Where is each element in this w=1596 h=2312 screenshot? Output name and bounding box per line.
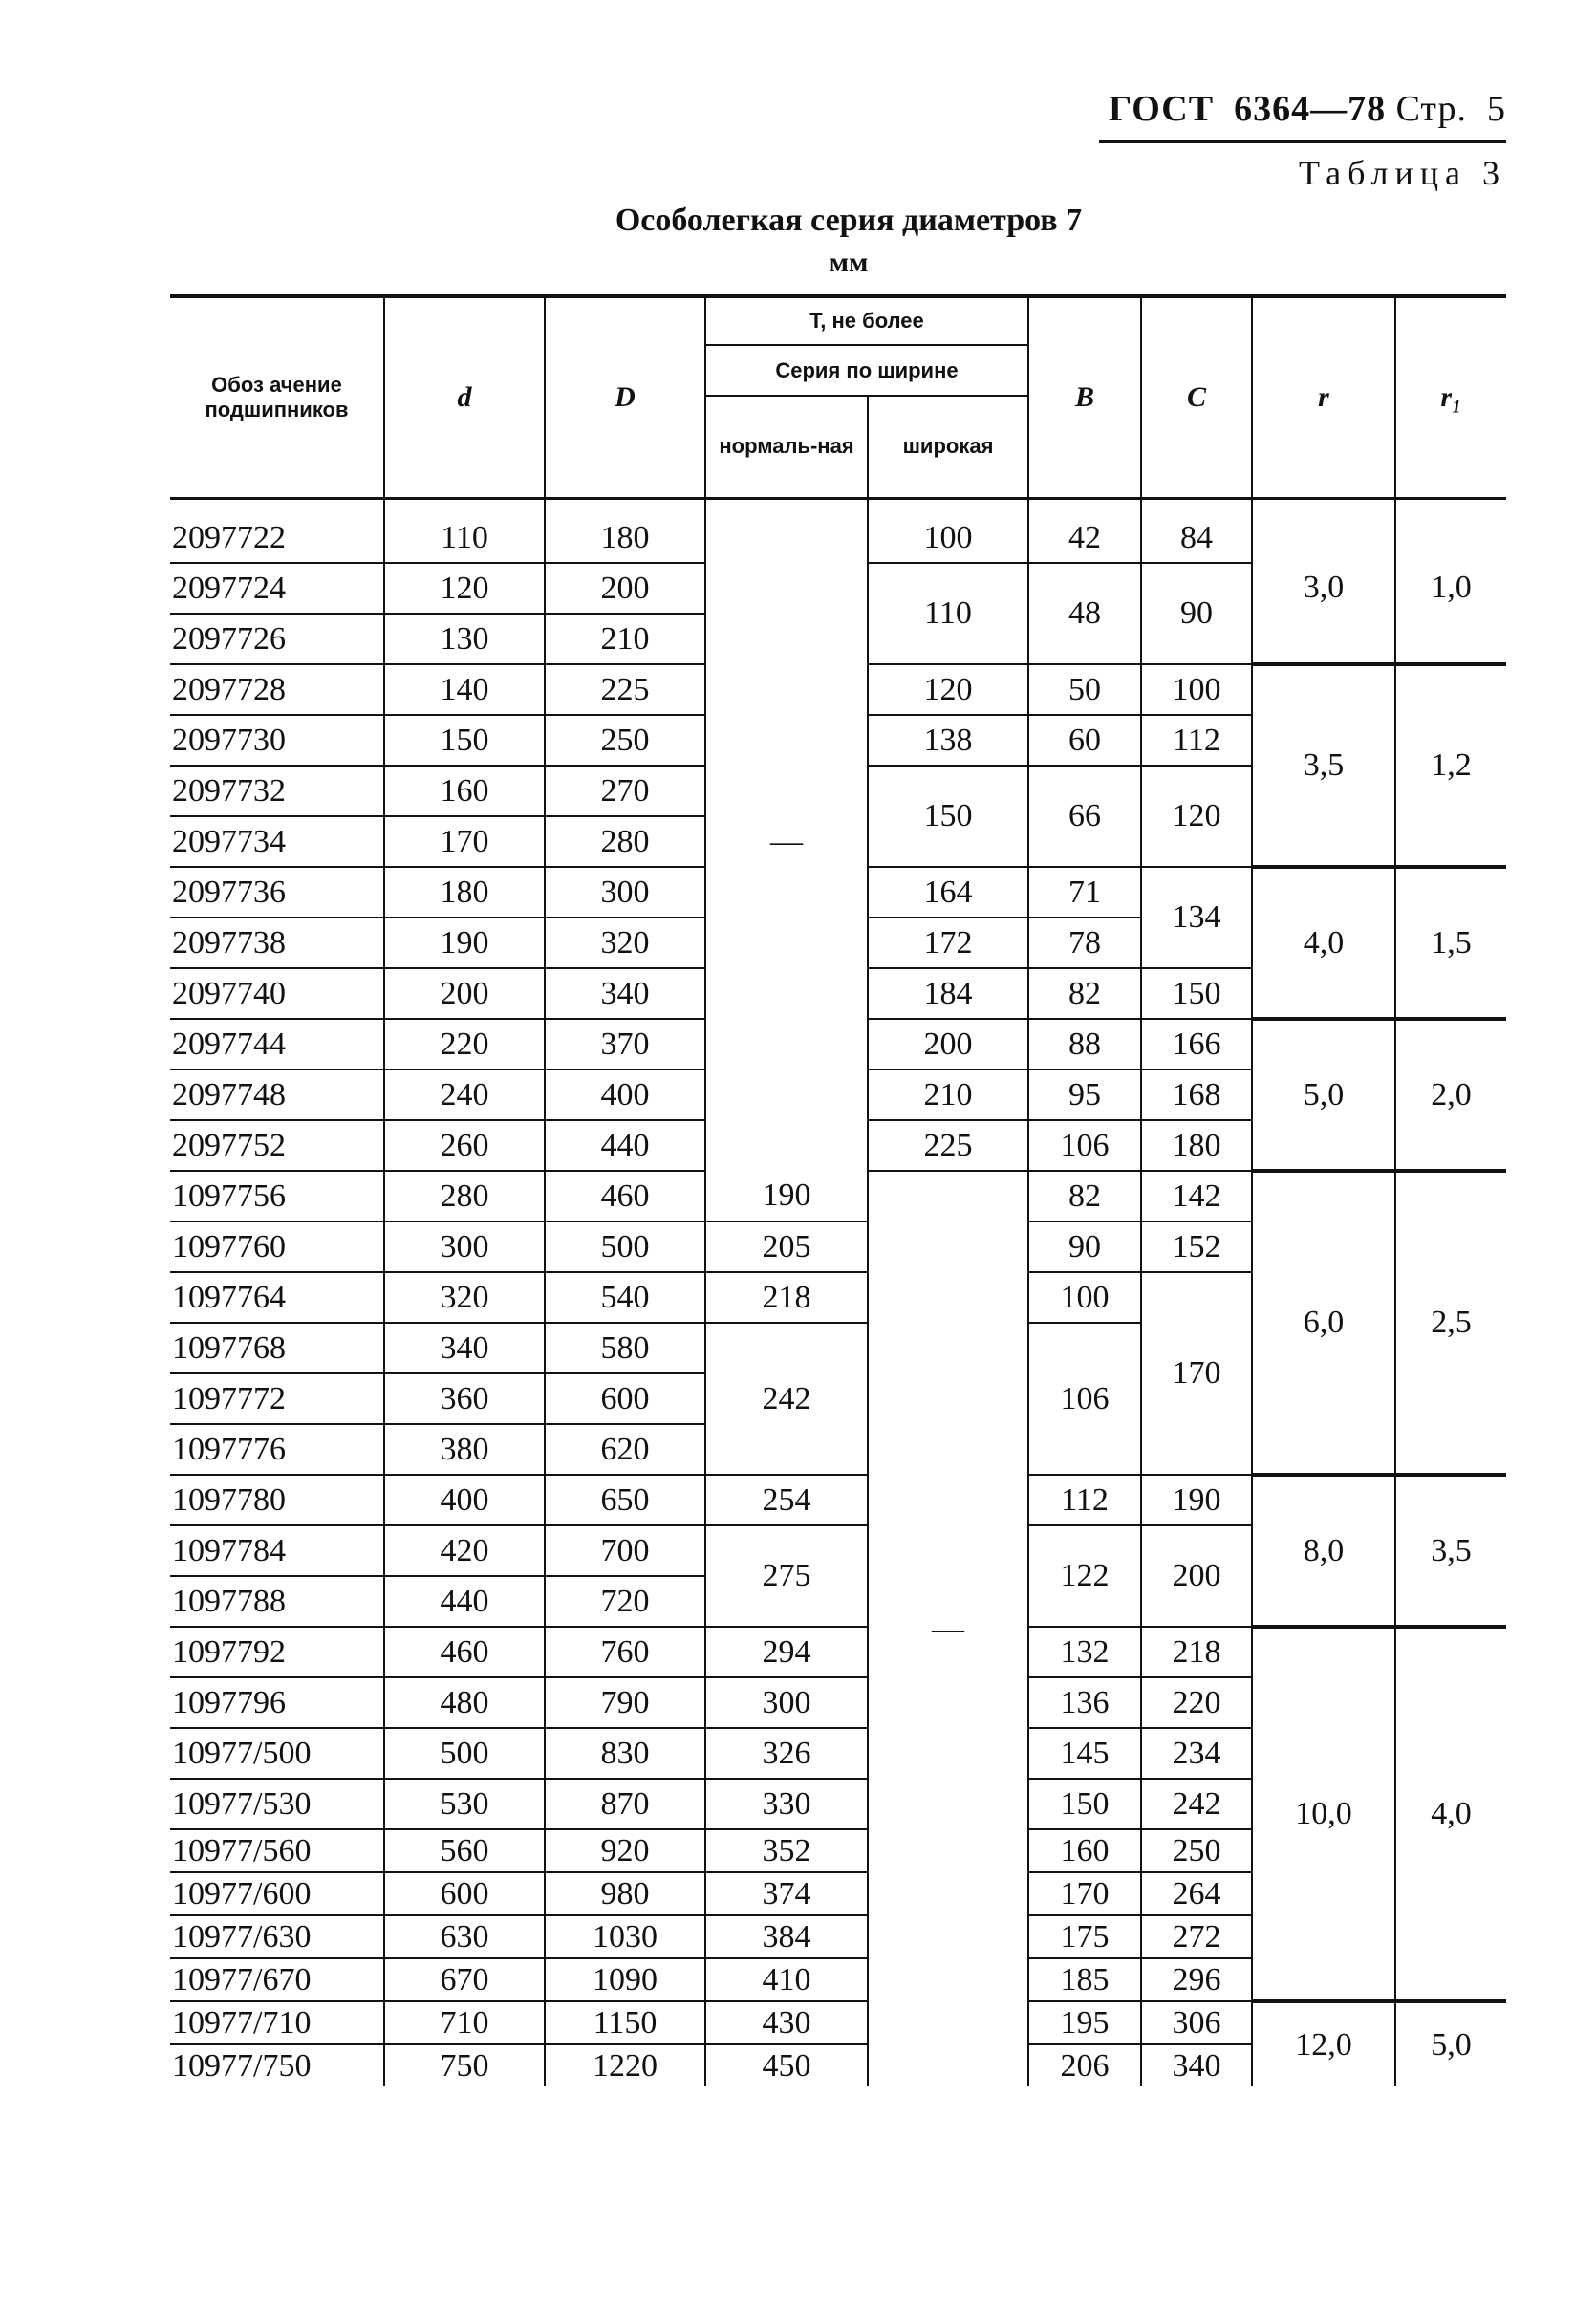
d-cell: 400 (384, 1475, 545, 1525)
d-cell: 110 (384, 513, 545, 563)
c-cell: 272 (1141, 1915, 1252, 1958)
t-wide-cell: — (868, 1171, 1028, 2086)
table-row (170, 513, 1506, 563)
d-cell: 480 (384, 1677, 545, 1728)
c-cell: 168 (1141, 1070, 1252, 1120)
b-cell: 136 (1028, 1677, 1141, 1728)
c-cell: 340 (1141, 2044, 1252, 2086)
c-cell: 250 (1141, 1829, 1252, 1872)
r-cell: 5,0 (1252, 1019, 1395, 1171)
t-wide-cell: 138 (868, 715, 1028, 766)
c-cell: 170 (1141, 1272, 1252, 1475)
c-cell: 200 (1141, 1525, 1252, 1627)
r-cell: 3,0 (1252, 513, 1395, 664)
D-cell: 270 (545, 766, 705, 816)
designation-cell: 2097744 (170, 1019, 384, 1070)
t-wide-cell: 110 (868, 563, 1028, 664)
d-cell: 320 (384, 1272, 545, 1323)
designation-cell: 1097768 (170, 1323, 384, 1373)
D-cell: 250 (545, 715, 705, 766)
r1-cell: 1,5 (1395, 867, 1506, 1019)
D-cell: 870 (545, 1779, 705, 1829)
c-cell: 100 (1141, 664, 1252, 715)
designation-cell: 10977/710 (170, 2001, 384, 2044)
r-cell: 4,0 (1252, 867, 1395, 1019)
b-cell: 88 (1028, 1019, 1141, 1070)
D-cell: 790 (545, 1677, 705, 1728)
t-wide-cell: 184 (868, 968, 1028, 1019)
c-cell: 150 (1141, 968, 1252, 1019)
D-cell: 340 (545, 968, 705, 1019)
t-normal-cell: — (705, 513, 868, 1171)
t-wide-cell: 150 (868, 766, 1028, 867)
col-wide-header: широкая (868, 396, 1028, 499)
designation-cell: 1097792 (170, 1627, 384, 1677)
t-normal-cell: 205 (705, 1221, 868, 1272)
D-cell: 440 (545, 1120, 705, 1171)
page-header (1109, 88, 1506, 130)
col-r1-header: r₁ (1395, 296, 1506, 499)
b-cell: 195 (1028, 2001, 1141, 2044)
d-cell: 380 (384, 1424, 545, 1475)
c-cell: 90 (1141, 563, 1252, 664)
col-T-header: T, не более (705, 296, 1028, 345)
c-cell: 112 (1141, 715, 1252, 766)
D-cell: 280 (545, 816, 705, 867)
t-normal-cell: 450 (705, 2044, 868, 2086)
r-cell: 3,5 (1252, 664, 1395, 867)
designation-cell: 2097740 (170, 968, 384, 1019)
D-cell: 225 (545, 664, 705, 715)
t-normal-cell: 275 (705, 1525, 868, 1627)
d-cell: 170 (384, 816, 545, 867)
width-series-header: Серия по ширине (705, 345, 1028, 395)
designation-cell: 2097732 (170, 766, 384, 816)
d-cell: 200 (384, 968, 545, 1019)
d-cell: 630 (384, 1915, 545, 1958)
D-cell: 300 (545, 867, 705, 918)
D-cell: 1220 (545, 2044, 705, 2086)
col-r-header: r (1252, 296, 1395, 499)
b-cell: 185 (1028, 1958, 1141, 2001)
designation-cell: 2097724 (170, 563, 384, 614)
d-cell: 420 (384, 1525, 545, 1576)
designation-cell: 2097722 (170, 513, 384, 563)
designation-cell: 2097752 (170, 1120, 384, 1171)
c-cell: 234 (1141, 1728, 1252, 1779)
t-normal-cell: 410 (705, 1958, 868, 2001)
designation-cell: 10977/560 (170, 1829, 384, 1872)
d-cell: 180 (384, 867, 545, 918)
table-row (170, 1627, 1506, 1677)
b-cell: 145 (1028, 1728, 1141, 1779)
c-cell: 306 (1141, 2001, 1252, 2044)
b-cell: 160 (1028, 1829, 1141, 1872)
d-cell: 530 (384, 1779, 545, 1829)
designation-cell: 1097756 (170, 1171, 384, 1221)
D-cell: 620 (545, 1424, 705, 1475)
D-cell: 600 (545, 1373, 705, 1424)
D-cell: 540 (545, 1272, 705, 1323)
d-cell: 140 (384, 664, 545, 715)
b-cell: 106 (1028, 1323, 1141, 1475)
r1-cell: 5,0 (1395, 2001, 1506, 2086)
c-cell: 84 (1141, 513, 1252, 563)
d-cell: 500 (384, 1728, 545, 1779)
r-cell: 10,0 (1252, 1627, 1395, 2001)
table-units: мм (829, 247, 869, 278)
b-cell: 175 (1028, 1915, 1141, 1958)
b-cell: 112 (1028, 1475, 1141, 1525)
header-rule (1099, 140, 1506, 143)
D-cell: 370 (545, 1019, 705, 1070)
standard-label: ГОСТ (1109, 89, 1215, 129)
D-cell: 650 (545, 1475, 705, 1525)
designation-cell: 2097726 (170, 614, 384, 664)
t-normal-cell: 352 (705, 1829, 868, 1872)
c-cell: 218 (1141, 1627, 1252, 1677)
d-cell: 190 (384, 918, 545, 968)
b-cell: 71 (1028, 867, 1141, 918)
d-cell: 560 (384, 1829, 545, 1872)
designation-cell: 2097728 (170, 664, 384, 715)
d-cell: 460 (384, 1627, 545, 1677)
r-cell: 6,0 (1252, 1171, 1395, 1475)
b-cell: 82 (1028, 968, 1141, 1019)
t-wide-cell: 200 (868, 1019, 1028, 1070)
D-cell: 320 (545, 918, 705, 968)
designation-cell: 1097760 (170, 1221, 384, 1272)
d-cell: 260 (384, 1120, 545, 1171)
d-cell: 240 (384, 1070, 545, 1120)
b-cell: 95 (1028, 1070, 1141, 1120)
d-cell: 710 (384, 2001, 545, 2044)
table-row (170, 1171, 1506, 1221)
b-cell: 150 (1028, 1779, 1141, 1829)
b-cell: 122 (1028, 1525, 1141, 1627)
designation-cell: 1097776 (170, 1424, 384, 1475)
table-title: Особолегкая серия диаметров 7 (615, 203, 1083, 238)
designation-cell: 1097788 (170, 1576, 384, 1627)
designation-cell: 10977/630 (170, 1915, 384, 1958)
t-normal-cell: 326 (705, 1728, 868, 1779)
d-cell: 670 (384, 1958, 545, 2001)
b-cell: 42 (1028, 513, 1141, 563)
b-cell: 170 (1028, 1872, 1141, 1915)
page-number: 5 (1487, 89, 1506, 129)
designation-cell: 10977/670 (170, 1958, 384, 2001)
t-normal-cell: 242 (705, 1323, 868, 1475)
designation-cell: 2097738 (170, 918, 384, 968)
bearing-table (170, 294, 1506, 2086)
designation-cell: 2097736 (170, 867, 384, 918)
table-number: Таблица 3 (1299, 154, 1506, 192)
t-normal-cell: 384 (705, 1915, 868, 1958)
D-cell: 180 (545, 513, 705, 563)
b-cell: 50 (1028, 664, 1141, 715)
designation-cell: 2097730 (170, 715, 384, 766)
D-cell: 580 (545, 1323, 705, 1373)
d-cell: 360 (384, 1373, 545, 1424)
D-cell: 1090 (545, 1958, 705, 2001)
t-normal-cell: 374 (705, 1872, 868, 1915)
t-normal-cell: 190 (705, 1171, 868, 1221)
r1-cell: 2,0 (1395, 1019, 1506, 1171)
page-label: Стр. (1395, 89, 1467, 129)
c-cell: 180 (1141, 1120, 1252, 1171)
designation-cell: 10977/600 (170, 1872, 384, 1915)
t-wide-cell: 120 (868, 664, 1028, 715)
D-cell: 980 (545, 1872, 705, 1915)
designation-cell: 10977/500 (170, 1728, 384, 1779)
t-wide-cell: 225 (868, 1120, 1028, 1171)
col-normal-header: нормаль-ная (705, 396, 868, 499)
t-normal-cell: 330 (705, 1779, 868, 1829)
d-cell: 120 (384, 563, 545, 614)
r1-cell: 3,5 (1395, 1475, 1506, 1627)
D-cell: 460 (545, 1171, 705, 1221)
c-cell: 134 (1141, 867, 1252, 968)
b-cell: 78 (1028, 918, 1141, 968)
D-cell: 400 (545, 1070, 705, 1120)
c-cell: 120 (1141, 766, 1252, 867)
table-row (170, 2001, 1506, 2044)
table-body (170, 513, 1506, 2086)
D-cell: 200 (545, 563, 705, 614)
c-cell: 166 (1141, 1019, 1252, 1070)
t-wide-cell: 164 (868, 867, 1028, 918)
r-cell: 8,0 (1252, 1475, 1395, 1627)
t-wide-cell: 100 (868, 513, 1028, 563)
c-cell: 296 (1141, 1958, 1252, 2001)
d-cell: 130 (384, 614, 545, 664)
D-cell: 760 (545, 1627, 705, 1677)
col-d-header: d (384, 296, 545, 499)
b-cell: 82 (1028, 1171, 1141, 1221)
t-normal-cell: 300 (705, 1677, 868, 1728)
t-wide-cell: 210 (868, 1070, 1028, 1120)
t-normal-cell: 254 (705, 1475, 868, 1525)
d-cell: 150 (384, 715, 545, 766)
c-cell: 242 (1141, 1779, 1252, 1829)
b-cell: 206 (1028, 2044, 1141, 2086)
t-normal-cell: 294 (705, 1627, 868, 1677)
b-cell: 66 (1028, 766, 1141, 867)
r1-cell: 1,2 (1395, 664, 1506, 867)
r1-cell: 2,5 (1395, 1171, 1506, 1475)
c-cell: 190 (1141, 1475, 1252, 1525)
d-cell: 340 (384, 1323, 545, 1373)
r1-cell: 4,0 (1395, 1627, 1506, 2001)
c-cell: 220 (1141, 1677, 1252, 1728)
designation-cell: 2097748 (170, 1070, 384, 1120)
designation-cell: 10977/750 (172, 2047, 312, 2084)
col-D-header: D (545, 296, 705, 499)
designation-cell: 1097784 (170, 1525, 384, 1576)
standard-number: 6364—78 (1234, 89, 1387, 129)
D-cell: 720 (545, 1576, 705, 1627)
r1-cell: 1,0 (1395, 513, 1506, 664)
t-wide-cell: 172 (868, 918, 1028, 968)
D-cell: 920 (545, 1829, 705, 1872)
b-cell: 132 (1028, 1627, 1141, 1677)
d-cell: 160 (384, 766, 545, 816)
D-cell: 700 (545, 1525, 705, 1576)
t-normal-cell: 218 (705, 1272, 868, 1323)
D-cell: 830 (545, 1728, 705, 1779)
designation-cell: 1097780 (170, 1475, 384, 1525)
designation-cell: 10977/530 (170, 1779, 384, 1829)
d-cell: 750 (384, 2044, 545, 2086)
d-cell: 600 (384, 1872, 545, 1915)
D-cell: 210 (545, 614, 705, 664)
r-cell: 12,0 (1252, 2001, 1395, 2086)
table-row (170, 1475, 1506, 1525)
col-C-header: C (1141, 296, 1252, 499)
designation-cell: 1097764 (170, 1272, 384, 1323)
b-cell: 106 (1028, 1120, 1141, 1171)
d-cell: 220 (384, 1019, 545, 1070)
D-cell: 500 (545, 1221, 705, 1272)
D-cell: 1030 (545, 1915, 705, 1958)
c-cell: 152 (1141, 1221, 1252, 1272)
c-cell: 264 (1141, 1872, 1252, 1915)
b-cell: 60 (1028, 715, 1141, 766)
col-B-header: B (1028, 296, 1141, 499)
designation-cell: 2097734 (170, 816, 384, 867)
t-normal-cell: 430 (705, 2001, 868, 2044)
table-header (170, 296, 1506, 513)
D-cell: 1150 (545, 2001, 705, 2044)
d-cell: 440 (384, 1576, 545, 1627)
b-cell: 48 (1028, 563, 1141, 664)
b-cell: 90 (1028, 1221, 1141, 1272)
designation-cell: 1097772 (170, 1373, 384, 1424)
col-designation-header: Обоз ачение подшипников (170, 296, 384, 499)
d-cell: 300 (384, 1221, 545, 1272)
b-cell: 100 (1028, 1272, 1141, 1323)
d-cell: 280 (384, 1171, 545, 1221)
c-cell: 142 (1141, 1171, 1252, 1221)
designation-cell: 1097796 (170, 1677, 384, 1728)
